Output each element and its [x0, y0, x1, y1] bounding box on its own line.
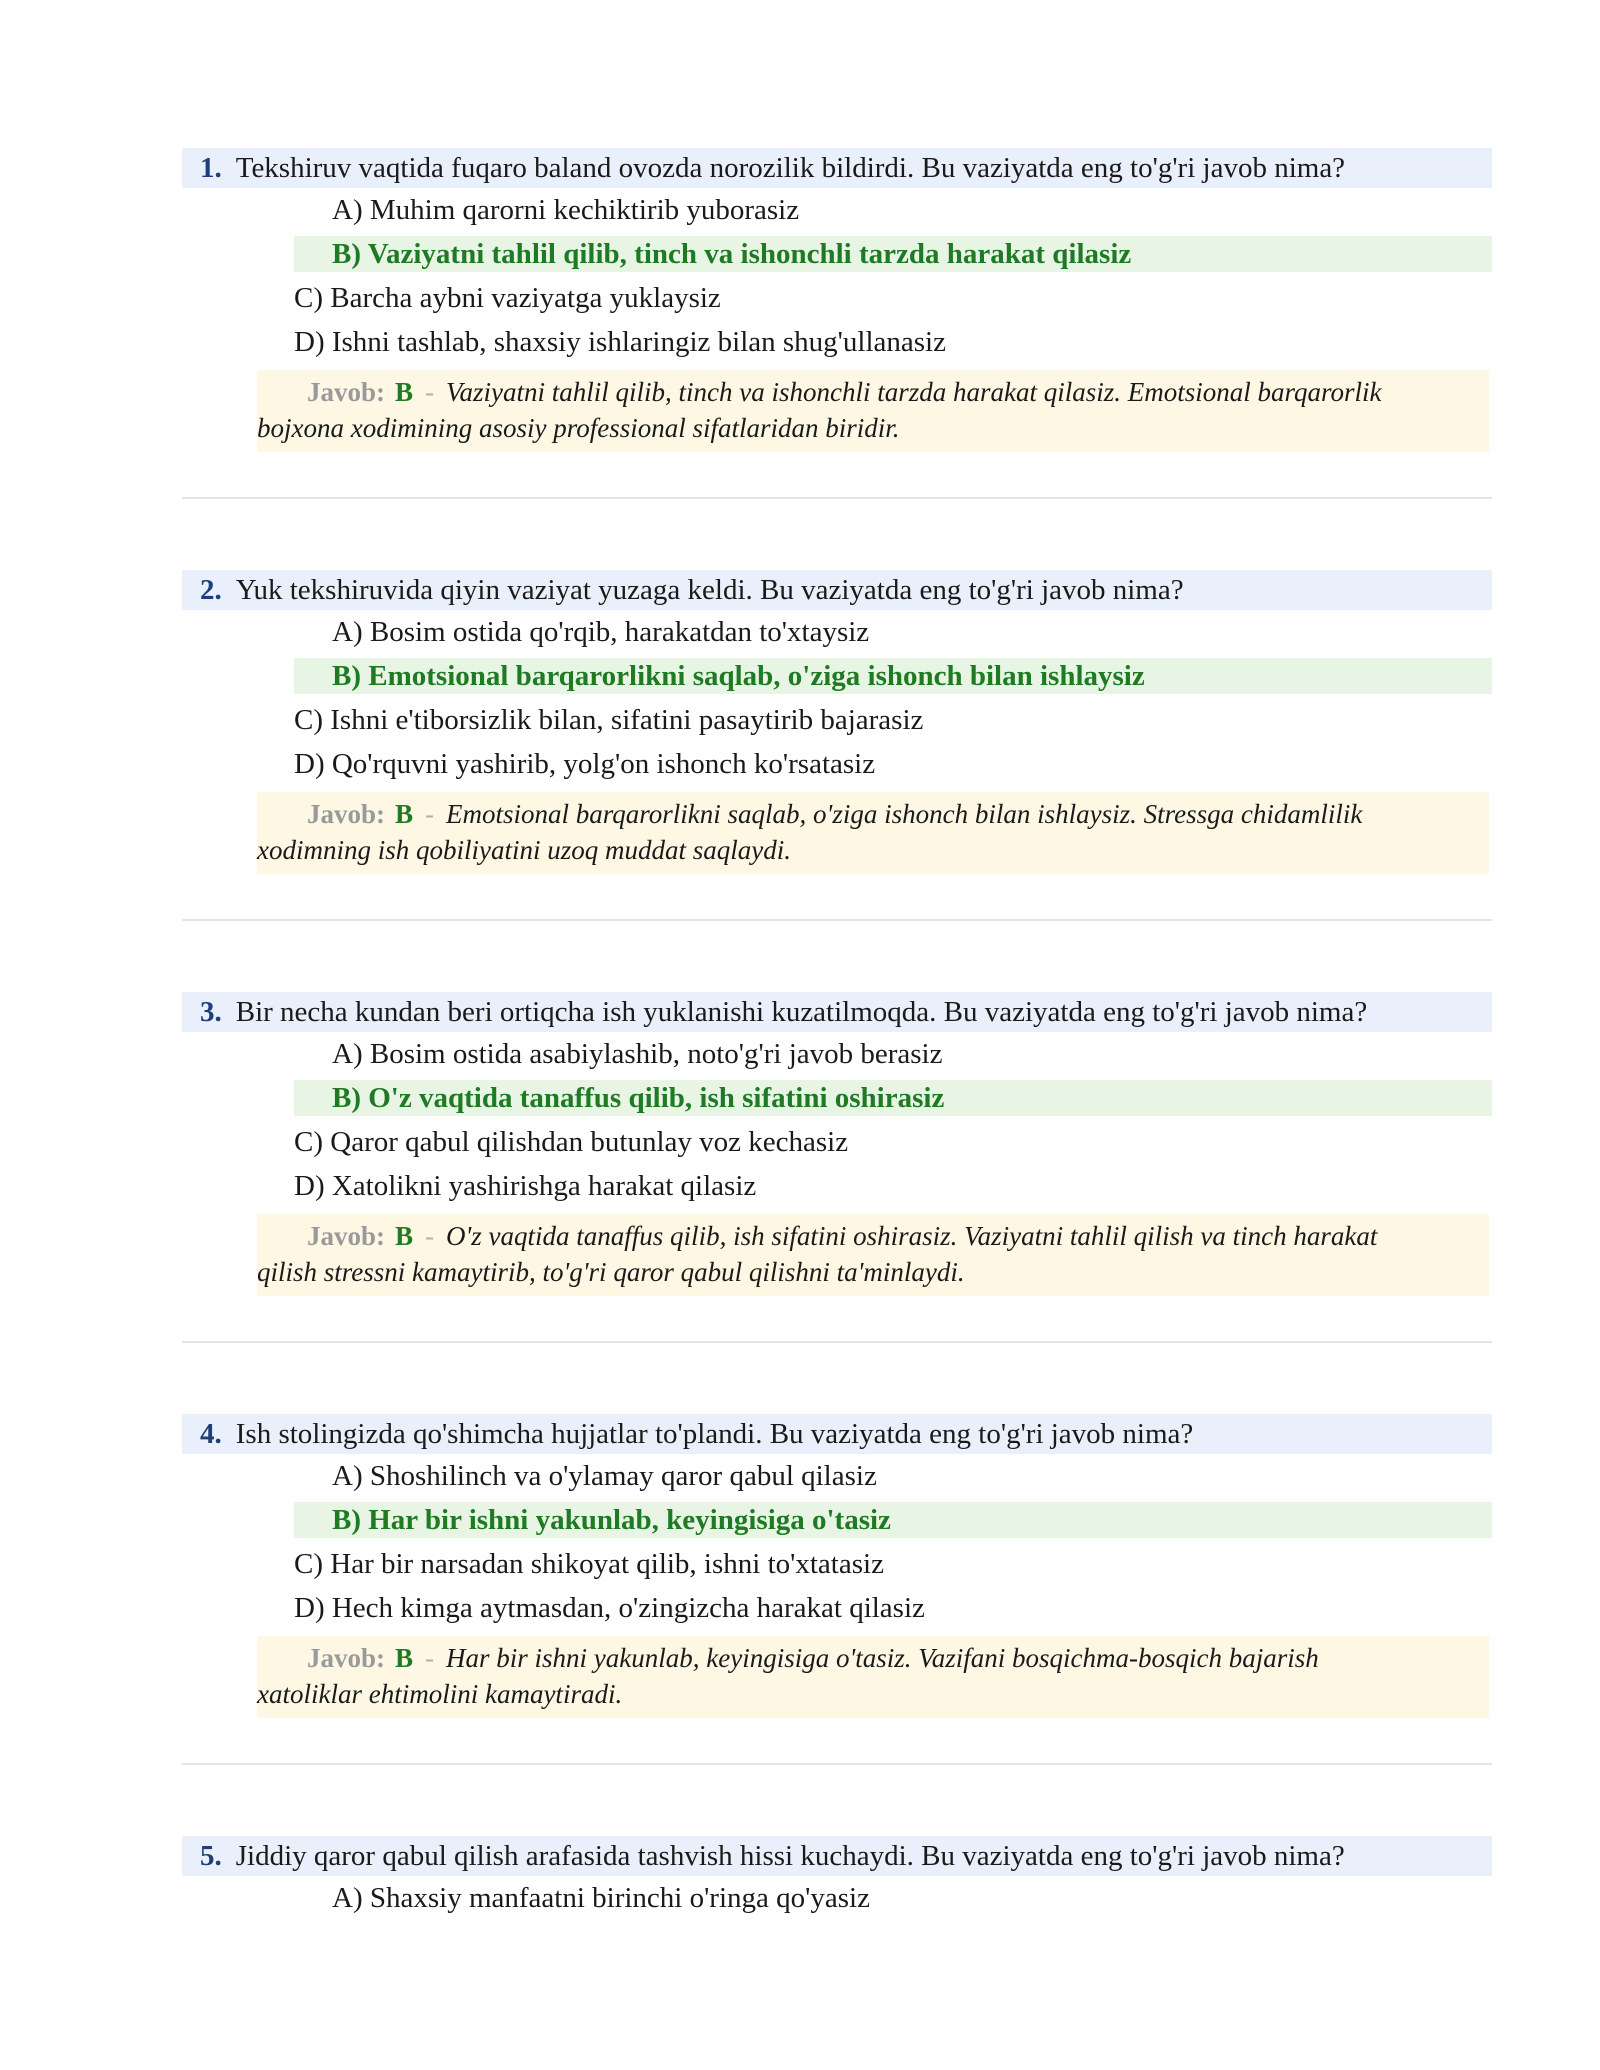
- question-header: [182, 1414, 1492, 1454]
- answer-dash: -: [425, 1643, 435, 1673]
- question-number: 4.: [200, 1417, 222, 1450]
- answer-line-1: [257, 796, 1467, 832]
- question-3: [182, 992, 1492, 1296]
- option-d: D) Ishni tashlab, shaxsiy ishlaringiz bilan shug'ullanasiz: [294, 326, 946, 358]
- divider: [182, 919, 1492, 921]
- answer-explanation: [257, 370, 1489, 452]
- question-text: Tekshiruv vaqtida fuqaro baland ovozda norozilik bildirdi. Bu vaziyatda eng to'g'ri javob nima?: [235, 151, 1346, 184]
- option-a: A) Muhim qarorni kechiktirib yuborasiz: [332, 194, 800, 226]
- answer-line-1: [257, 1218, 1467, 1254]
- answer-letter: B: [395, 1221, 414, 1251]
- option-c: C) Ishni e'tiborsizlik bilan, sifatini pasaytirib bajarasiz: [294, 704, 924, 736]
- question-2: [182, 570, 1492, 874]
- answer-letter: B: [395, 377, 414, 407]
- question-number: 1.: [200, 151, 222, 184]
- answer-line-2: xatoliklar ehtimolini kamaytiradi.: [257, 1679, 623, 1709]
- answer-text: Emotsional barqarorlikni saqlab, o'ziga ishonch bilan ishlaysiz. Stressga chidamlilik: [446, 799, 1363, 829]
- option-c: C) Barcha aybni vaziyatga yuklaysiz: [294, 282, 721, 314]
- answer-label: Javob:: [307, 1221, 386, 1251]
- question-header: [182, 992, 1492, 1032]
- answer-explanation: [257, 1214, 1489, 1296]
- option-d: D) Hech kimga aytmasdan, o'zingizcha harakat qilasiz: [294, 1592, 925, 1624]
- option-a: A) Shaxsiy manfaatni birinchi o'ringa qo'yasiz: [332, 1882, 870, 1914]
- answer-explanation: [257, 792, 1489, 874]
- divider: [182, 1763, 1492, 1765]
- question-number: 5.: [200, 1839, 222, 1872]
- option-c: C) Har bir narsadan shikoyat qilib, ishni to'xtatasiz: [294, 1548, 884, 1580]
- answer-text: Har bir ishni yakunlab, keyingisiga o'tasiz. Vazifani bosqichma-bosqich bajarish: [446, 1643, 1319, 1673]
- answer-dash: -: [425, 1221, 435, 1251]
- question-text: Yuk tekshiruvida qiyin vaziyat yuzaga keldi. Bu vaziyatda eng to'g'ri javob nima?: [235, 573, 1184, 606]
- question-number: 2.: [200, 573, 222, 606]
- question-text: Ish stolingizda qo'shimcha hujjatlar to'plandi. Bu vaziyatda eng to'g'ri javob nima?: [235, 1417, 1194, 1450]
- answer-line-2: bojxona xodimining asosiy professional sifatlaridan biridir.: [257, 413, 900, 443]
- answer-line-2: xodimning ish qobiliyatini uzoq muddat saqlaydi.: [257, 835, 791, 865]
- option-b-correct: B) Har bir ishni yakunlab, keyingisiga o'tasiz: [294, 1502, 1492, 1538]
- answer-dash: -: [425, 377, 435, 407]
- option-a: A) Bosim ostida asabiylashib, noto'g'ri javob berasiz: [332, 1038, 943, 1070]
- answer-label: Javob:: [307, 799, 386, 829]
- answer-line-2: qilish stressni kamaytirib, to'g'ri qaror qabul qilishni ta'minlaydi.: [257, 1257, 965, 1287]
- answer-label: Javob:: [307, 377, 386, 407]
- option-d: D) Qo'rquvni yashirib, yolg'on ishonch ko'rsatasiz: [294, 748, 876, 780]
- question-4: [182, 1414, 1492, 1718]
- answer-label: Javob:: [307, 1643, 386, 1673]
- question-header: [182, 1836, 1492, 1876]
- answer-letter: B: [395, 799, 414, 829]
- question-header: [182, 570, 1492, 610]
- option-d: D) Xatolikni yashirishga harakat qilasiz: [294, 1170, 757, 1202]
- option-b-correct: B) Vaziyatni tahlil qilib, tinch va ishonchli tarzda harakat qilasiz: [294, 236, 1492, 272]
- divider: [182, 1341, 1492, 1343]
- answer-text: Vaziyatni tahlil qilib, tinch va ishonchli tarzda harakat qilasiz. Emotsional barqarorlik: [446, 377, 1382, 407]
- question-number: 3.: [200, 995, 222, 1028]
- answer-line-1: [257, 374, 1467, 410]
- option-b-correct: B) Emotsional barqarorlikni saqlab, o'ziga ishonch bilan ishlaysiz: [294, 658, 1492, 694]
- answer-dash: -: [425, 799, 435, 829]
- question-text: Jiddiy qaror qabul qilish arafasida tashvish hissi kuchaydi. Bu vaziyatda eng to'g'ri javob nima?: [235, 1839, 1345, 1872]
- answer-line-1: [257, 1640, 1467, 1676]
- option-c: C) Qaror qabul qilishdan butunlay voz kechasiz: [294, 1126, 849, 1158]
- answer-text: O'z vaqtida tanaffus qilib, ish sifatini oshirasiz. Vaziyatni tahlil qilish va tinch harakat: [446, 1221, 1378, 1251]
- question-5: [182, 1836, 1492, 1920]
- option-a: A) Bosim ostida qo'rqib, harakatdan to'xtaysiz: [332, 616, 870, 648]
- question-header: [182, 148, 1492, 188]
- answer-explanation: [257, 1636, 1489, 1718]
- question-1: [182, 148, 1492, 452]
- answer-letter: B: [395, 1643, 414, 1673]
- divider: [182, 497, 1492, 499]
- option-b-correct: B) O'z vaqtida tanaffus qilib, ish sifatini oshirasiz: [294, 1080, 1492, 1116]
- question-text: Bir necha kundan beri ortiqcha ish yuklanishi kuzatilmoqda. Bu vaziyatda eng to'g'ri javob nima?: [235, 995, 1368, 1028]
- option-a: A) Shoshilinch va o'ylamay qaror qabul qilasiz: [332, 1460, 877, 1492]
